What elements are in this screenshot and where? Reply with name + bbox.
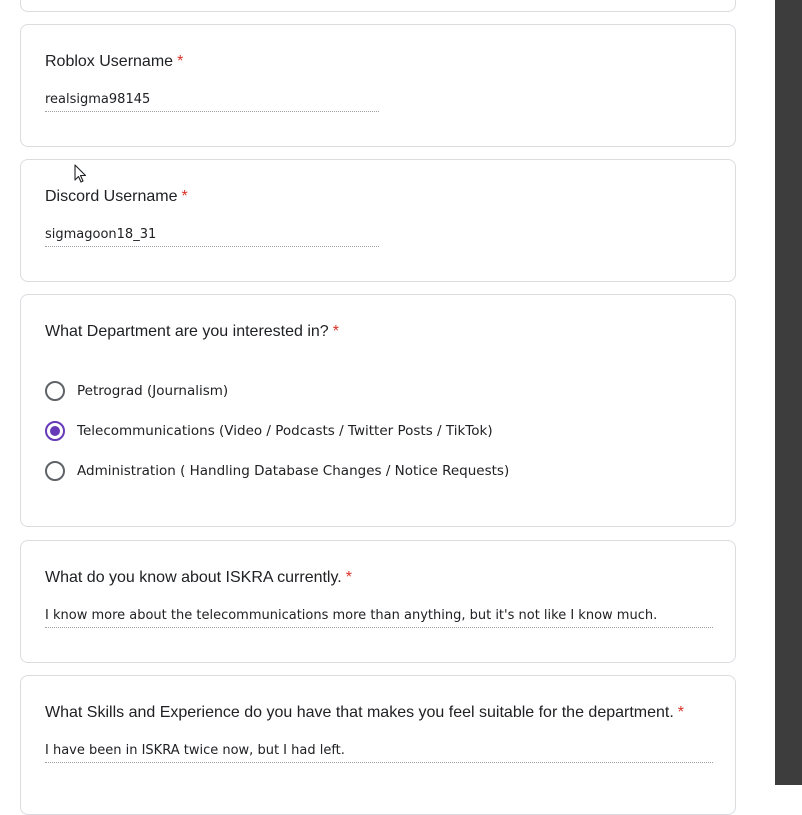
option-label: Petrograd (Journalism) <box>77 383 229 399</box>
discord-username-card <box>20 159 736 282</box>
skills-experience-title <box>45 703 684 723</box>
required-asterisk: * <box>677 704 685 721</box>
department-label: What Department are you interested in? <box>45 323 329 340</box>
skills-experience-card <box>20 675 736 815</box>
option-label: Administration ( Handling Database Changes / Notice Requests) <box>77 463 510 479</box>
roblox-username-title <box>45 52 183 72</box>
page-scrollbar[interactable] <box>775 0 802 785</box>
discord-username-label: Discord Username <box>45 188 178 205</box>
discord-username-title <box>45 187 188 207</box>
roblox-username-card <box>20 24 736 147</box>
department-option-petrograd[interactable] <box>45 379 228 403</box>
iskra-knowledge-title <box>45 568 352 588</box>
iskra-knowledge-input[interactable]: I know more about the telecommunications more than anything, but it's not like I know much. <box>45 607 713 628</box>
department-title <box>45 322 339 342</box>
department-card <box>20 294 736 527</box>
required-asterisk: * <box>332 323 339 340</box>
option-label: Telecommunications (Video / Podcasts / Twitter Posts / TikTok) <box>77 423 493 439</box>
skills-experience-label: What Skills and Experience do you have that makes you feel suitable for the department. <box>45 704 674 721</box>
required-asterisk: * <box>177 53 184 70</box>
iskra-knowledge-card <box>20 540 736 663</box>
discord-username-input[interactable]: sigmagoon18_31 <box>45 226 379 247</box>
radio-button-icon[interactable] <box>45 461 65 481</box>
roblox-username-label: Roblox Username <box>45 53 174 70</box>
previous-question-card <box>20 0 736 12</box>
iskra-knowledge-label: What do you know about ISKRA currently. <box>45 569 342 586</box>
roblox-username-input[interactable]: realsigma98145 <box>45 91 379 112</box>
mouse-pointer-icon <box>74 164 88 184</box>
department-option-telecommunications[interactable] <box>45 419 493 443</box>
department-option-administration[interactable] <box>45 459 509 483</box>
required-asterisk: * <box>181 188 188 205</box>
skills-experience-input[interactable]: I have been in ISKRA twice now, but I had left. <box>45 742 713 763</box>
required-asterisk: * <box>345 569 352 586</box>
radio-button-checked-icon[interactable] <box>45 421 65 441</box>
radio-button-icon[interactable] <box>45 381 65 401</box>
